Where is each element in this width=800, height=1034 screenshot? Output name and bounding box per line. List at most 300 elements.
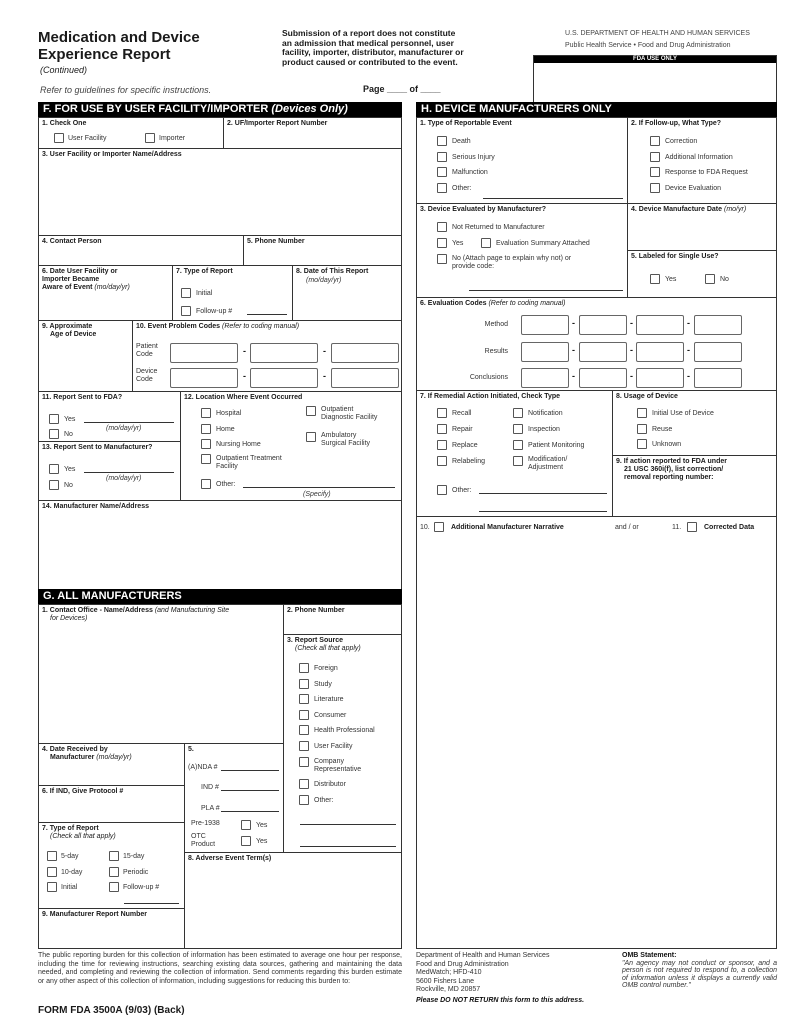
checkbox-other[interactable]: [437, 183, 447, 193]
dash: -: [572, 371, 575, 381]
label-text: 6. Evaluation Codes: [420, 300, 489, 307]
evaluation-code-input[interactable]: [521, 342, 569, 362]
and-or-text: and / or: [615, 524, 639, 531]
checkbox-yes[interactable]: [49, 464, 59, 474]
g4-date-received-field[interactable]: [38, 743, 185, 786]
option-label: User Facility: [314, 743, 353, 750]
field-label: Corrected Data: [704, 524, 755, 531]
f10-event-problem-codes: [132, 320, 402, 392]
checkbox-importer[interactable]: [145, 133, 155, 143]
other-specify-line[interactable]: [243, 487, 395, 488]
dash: -: [630, 345, 633, 355]
option-label: Literature: [314, 696, 344, 703]
checkbox-hospital[interactable]: [201, 408, 211, 418]
checkbox-recall[interactable]: [437, 408, 447, 418]
option-label: [528, 456, 567, 472]
fda-use-only-box: [533, 55, 777, 103]
evaluation-code-input[interactable]: [636, 342, 684, 362]
option-label: Additional Information: [665, 154, 733, 161]
checkbox-malfunction[interactable]: [437, 167, 447, 177]
form-title: [38, 29, 200, 63]
item-number: 11.: [672, 524, 682, 531]
option-label: Evaluation Summary Attached: [496, 240, 590, 247]
option-line: Outpatient: [321, 406, 354, 413]
address-line: MedWatch; HFD-410: [416, 969, 482, 977]
label-text: 3. Report Source: [287, 637, 344, 644]
option-line: Company: [314, 758, 344, 765]
row-label: [136, 343, 158, 359]
field-label: 5.: [188, 746, 194, 753]
option-label: Serious Injury: [452, 154, 495, 161]
h2-follow-up-type: [627, 117, 777, 204]
checkbox-literature[interactable]: [299, 694, 309, 704]
option-line: Representative: [314, 766, 362, 773]
anda-input[interactable]: [221, 770, 279, 771]
title-line-1: Medication and Device: [38, 29, 200, 46]
hint: (Check all that apply): [50, 833, 116, 840]
dash: -: [243, 371, 246, 381]
g6-protocol-field[interactable]: [38, 785, 185, 823]
checkbox-modification-adjustment[interactable]: [513, 456, 523, 466]
checkbox-correction[interactable]: [650, 136, 660, 146]
pla-label: PLA #: [201, 805, 220, 812]
checkbox-15-day[interactable]: [109, 851, 119, 861]
checkbox-user-facility[interactable]: [54, 133, 64, 143]
omb-statement: [622, 952, 777, 990]
evaluation-code-input[interactable]: [694, 368, 742, 388]
dash: -: [687, 345, 690, 355]
date-line[interactable]: [84, 422, 174, 423]
other-line[interactable]: [483, 198, 623, 199]
checkbox-additional-narrative[interactable]: [434, 522, 444, 532]
row-label-line: Patient: [136, 343, 158, 350]
option-label: Recall: [452, 410, 472, 417]
evaluation-code-input[interactable]: [579, 368, 627, 388]
option-line: Modification/: [528, 456, 568, 463]
evaluation-code-input[interactable]: [521, 315, 569, 335]
follow-up-number-line[interactable]: [247, 314, 287, 315]
field-label: [42, 825, 116, 841]
checkbox-pre-1938-yes[interactable]: [241, 820, 251, 830]
patient-code-input[interactable]: [250, 343, 318, 363]
ind-input[interactable]: [221, 790, 279, 791]
date-line[interactable]: [84, 472, 174, 473]
checkbox-foreign[interactable]: [299, 663, 309, 673]
checkbox-user-facility[interactable]: [299, 741, 309, 751]
option-label: Yes: [256, 838, 268, 845]
option-label: Relabeling: [452, 458, 486, 465]
option-label: Yes: [665, 276, 677, 283]
option-label: Yes: [256, 822, 268, 829]
evaluation-code-input[interactable]: [694, 315, 742, 335]
field-label: [42, 746, 132, 762]
option-label: Yes: [452, 240, 464, 247]
hint: (mo/day/yr): [106, 475, 142, 482]
option-label: Other:: [314, 797, 334, 804]
field-label: [42, 268, 130, 292]
burden-statement: The public reporting burden for this collection of information has been estimated to average one hour per response, including the time for reviewing instructions, searching existing data sources, gathering and maintaining the data needed, and completing and reviewing the collection of information. Send comments regarding this burden estimate or any other aspect of this collection of information, including suggestions for reducing this burden to:: [38, 952, 402, 985]
checkbox-other[interactable]: [437, 485, 447, 495]
option-line: No (Attach page to explain why not) or: [452, 255, 572, 262]
option-label: Inspection: [528, 426, 560, 433]
label-line: 6. Date User Facility or: [42, 268, 118, 275]
form-id: FORM FDA 3500A (9/03) (Back): [38, 1005, 185, 1016]
pla-input[interactable]: [221, 811, 279, 812]
checkbox-initial[interactable]: [47, 882, 57, 892]
h8-usage-of-device: [612, 390, 777, 456]
checkbox-yes[interactable]: [49, 414, 59, 424]
g5-application-numbers: [184, 743, 284, 853]
label-line: 9. Approximate: [42, 323, 93, 330]
dash: -: [630, 318, 633, 328]
f6-date-aware-field[interactable]: [38, 265, 173, 321]
g8-adverse-event-terms-field[interactable]: [184, 852, 402, 949]
option-label: Other:: [216, 481, 236, 488]
checkbox-response-to-fda[interactable]: [650, 167, 660, 177]
option-label: Death: [452, 138, 471, 145]
option-line: Diagnostic Facility: [321, 414, 378, 421]
checkbox-consumer[interactable]: [299, 710, 309, 720]
dash: -: [572, 318, 575, 328]
checkbox-outpatient-treatment[interactable]: [201, 454, 211, 464]
option-label: Device Evaluation: [665, 185, 722, 192]
evaluation-code-input[interactable]: [694, 342, 742, 362]
disclaimer-line: Submission of a report does not constitute: [282, 28, 456, 38]
f13-sent-to-manufacturer: [38, 441, 181, 501]
checkbox-no[interactable]: [705, 274, 715, 284]
option-label: No: [64, 431, 73, 438]
row-label: Conclusions: [469, 374, 508, 381]
pre-1938-label: Pre-1938: [191, 820, 220, 827]
checkbox-corrected-data[interactable]: [687, 522, 697, 532]
checkbox-5-day[interactable]: [47, 851, 57, 861]
option-label: Not Returned to Manufacturer: [452, 224, 545, 231]
option-label: No: [64, 482, 73, 489]
title-line-2: Experience Report: [38, 46, 171, 63]
field-label: 2. If Follow-up, What Type?: [631, 120, 722, 127]
option-label: Initial Use of Device: [652, 410, 714, 417]
row-label: [136, 368, 157, 384]
option-label: Correction: [665, 138, 698, 145]
device-code-input[interactable]: [250, 368, 318, 388]
field-label: 8. Adverse Event Term(s): [188, 855, 272, 862]
option-label: Malfunction: [452, 169, 488, 176]
f9-age-of-device-field[interactable]: [38, 320, 133, 392]
option-line: Facility: [216, 463, 238, 470]
checkbox-otc-yes[interactable]: [241, 836, 251, 846]
hint: (mo/day/yr): [106, 425, 142, 432]
anda-label: (A)NDA #: [188, 764, 218, 771]
other-line[interactable]: [300, 824, 396, 825]
option-label: Initial: [196, 290, 213, 297]
option-label: Distributor: [314, 781, 346, 788]
field-label: 14. Manufacturer Name/Address: [42, 503, 149, 510]
label-text: 4. Device Manufacture Date: [631, 206, 724, 213]
option-label: Patient Monitoring: [528, 442, 585, 449]
option-label: Consumer: [314, 712, 347, 719]
checkbox-other[interactable]: [299, 795, 309, 805]
section-g-header: G. ALL MANUFACTURERS: [38, 589, 402, 604]
field-label: 9. Manufacturer Report Number: [42, 911, 148, 918]
fda-use-only-label: FDA USE ONLY: [534, 56, 776, 63]
hint: (mo/day/yr): [94, 284, 130, 291]
checkbox-initial-use[interactable]: [637, 408, 647, 418]
dash: -: [572, 345, 575, 355]
dash: -: [323, 371, 326, 381]
option-label: 15-day: [123, 853, 145, 860]
h10-narrative-field[interactable]: [416, 516, 777, 949]
field-label: [420, 300, 566, 308]
checkbox-10-day[interactable]: [47, 867, 57, 877]
option-label: Other:: [452, 185, 472, 192]
option-label: Repair: [452, 426, 473, 433]
label-line: Age of Device: [50, 331, 97, 338]
checkbox-home[interactable]: [201, 424, 211, 434]
option-label: [314, 758, 361, 774]
other-line[interactable]: [300, 846, 396, 847]
option-label: User Facility: [68, 135, 107, 142]
checkbox-study[interactable]: [299, 679, 309, 689]
option-label: Notification: [528, 410, 563, 417]
option-label: Periodic: [123, 869, 149, 876]
address-line: Department of Health and Human Services: [416, 952, 550, 959]
other-line[interactable]: [479, 511, 607, 512]
option-label: Home: [216, 426, 235, 433]
checkbox-not-returned[interactable]: [437, 222, 447, 232]
checkbox-company-representative[interactable]: [299, 757, 309, 767]
checkbox-notification[interactable]: [513, 408, 523, 418]
do-not-return-note: Please DO NOT RETURN this form to this address.: [416, 996, 585, 1004]
dash: -: [687, 371, 690, 381]
field-label: 5. Labeled for Single Use?: [631, 253, 719, 260]
checkbox-other[interactable]: [201, 479, 211, 489]
f2-report-number-field[interactable]: [223, 117, 402, 149]
option-line: provide code:: [452, 263, 495, 270]
checkbox-relabeling[interactable]: [437, 456, 447, 466]
checkbox-outpatient-diagnostic[interactable]: [306, 406, 316, 416]
field-label: 2. Phone Number: [287, 607, 345, 614]
field-label: [631, 206, 746, 214]
patient-code-input[interactable]: [331, 343, 399, 363]
option-label: Other:: [452, 487, 472, 494]
label-line: 9. If action reported to FDA under: [616, 458, 727, 465]
field-label: 7. If Remedial Action Initiated, Check Type: [420, 393, 561, 400]
label-line: 4. Date Received by: [42, 746, 108, 753]
patient-code-input[interactable]: [170, 343, 238, 363]
device-code-input[interactable]: [170, 368, 238, 388]
h1-reportable-event: [416, 117, 628, 204]
f4-contact-person-field[interactable]: [38, 235, 244, 266]
option-line: Adjustment: [528, 464, 564, 471]
checkbox-follow-up[interactable]: [109, 882, 119, 892]
checkbox-evaluation-summary-attached[interactable]: [481, 238, 491, 248]
checkbox-device-evaluation[interactable]: [650, 183, 660, 193]
field-label: 1. Check One: [42, 120, 87, 127]
label-text: 10. Event Problem Codes: [136, 323, 222, 330]
f8-date-of-report-field[interactable]: [292, 265, 402, 321]
checkbox-yes[interactable]: [437, 238, 447, 248]
evaluation-code-input[interactable]: [521, 368, 569, 388]
option-label: No: [720, 276, 729, 283]
item-number: 10.: [420, 524, 430, 531]
label-line: Importer Became: [42, 276, 100, 283]
disclaimer-line: facility, importer, distributor, manufacturer or: [282, 47, 464, 57]
checkbox-additional-information[interactable]: [650, 152, 660, 162]
other-line[interactable]: [479, 493, 607, 494]
device-code-input[interactable]: [331, 368, 399, 388]
checkbox-inspection[interactable]: [513, 424, 523, 434]
h4-manufacture-date-field[interactable]: [627, 203, 777, 251]
option-label: Unknown: [652, 441, 682, 448]
hint: (mo/yr): [723, 206, 747, 213]
checkbox-health-professional[interactable]: [299, 725, 309, 735]
disclaimer: [282, 29, 464, 67]
option-label: [321, 406, 377, 422]
option-label: [216, 455, 282, 471]
checkbox-no[interactable]: [49, 429, 59, 439]
evaluation-code-input[interactable]: [636, 368, 684, 388]
field-label: [616, 458, 727, 482]
option-label: Replace: [452, 442, 478, 449]
option-label: Foreign: [314, 665, 338, 672]
checkbox-serious-injury[interactable]: [437, 152, 447, 162]
address-line: Food and Drug Administration: [416, 960, 509, 968]
field-label: [42, 323, 96, 339]
option-label: Follow-up #: [123, 884, 160, 891]
hint: for Devices): [50, 615, 88, 622]
field-label: 1. Type of Reportable Event: [420, 120, 512, 127]
label-line: 21 USC 360i(f), list correction/: [624, 466, 724, 473]
checkbox-yes[interactable]: [650, 274, 660, 284]
field-label: 7. Type of Report: [176, 268, 233, 275]
option-label: Response to FDA Request: [665, 169, 748, 176]
checkbox-initial[interactable]: [181, 288, 191, 298]
option-line: Surgical Facility: [321, 440, 371, 447]
address-line: Rockville, MD 20857: [416, 986, 481, 994]
refer-note: Refer to guidelines for specific instructions.: [40, 85, 212, 95]
checkbox-death[interactable]: [437, 136, 447, 146]
checkbox-reuse[interactable]: [637, 424, 647, 434]
field-label: 6. If IND, Give Protocol #: [42, 788, 124, 795]
label-line: Aware of Event: [42, 284, 95, 291]
checkbox-periodic[interactable]: [109, 867, 119, 877]
provide-code-line[interactable]: [469, 290, 623, 291]
g3-report-source: [283, 634, 402, 853]
f7-type-of-report: [172, 265, 293, 321]
dash: -: [243, 346, 246, 356]
h6-evaluation-codes: [416, 297, 777, 391]
ind-label: IND #: [201, 784, 219, 791]
option-label: Nursing Home: [216, 441, 261, 448]
hint: (mo/day/yr): [96, 754, 132, 761]
row-label: Results: [484, 348, 508, 355]
g7-type-of-report: [38, 822, 185, 909]
hint: (and Manufacturing Site: [154, 607, 230, 614]
hint: (mo/day/yr): [306, 277, 342, 284]
evaluation-code-input[interactable]: [579, 315, 627, 335]
dept-name: U.S. DEPARTMENT OF HEALTH AND HUMAN SERVICES: [565, 30, 750, 37]
dash: -: [630, 371, 633, 381]
field-label: 8. Usage of Device: [616, 393, 678, 400]
field-label: [136, 323, 299, 331]
label-line: removal reporting number:: [624, 474, 714, 481]
hint: (Specify): [303, 491, 331, 498]
row-label-line: Device: [136, 368, 158, 375]
option-label: Yes: [64, 466, 76, 473]
option-label: Health Professional: [314, 727, 375, 734]
label-line: OTC: [191, 833, 206, 840]
f5-phone-field[interactable]: [243, 235, 402, 266]
checkbox-follow-up[interactable]: [181, 306, 191, 316]
checkbox-ambulatory-surgical[interactable]: [306, 432, 316, 442]
checkbox-distributor[interactable]: [299, 779, 309, 789]
checkbox-replace[interactable]: [437, 440, 447, 450]
return-address: [416, 952, 584, 1006]
h7-remedial-action: [416, 390, 613, 517]
disclaimer-line: an admission that medical personnel, user: [282, 37, 454, 48]
field-label: [42, 607, 229, 623]
field-label: 13. Report Sent to Manufacturer?: [42, 444, 153, 451]
omb-text: "An agency may not conduct or sponsor, and a person is not required to respond to, a collection of information unless it displays a currently valid OMB control number.": [622, 959, 777, 990]
option-label: Yes: [64, 416, 76, 423]
row-label-line: Code: [136, 376, 153, 383]
h9-correction-number-field[interactable]: [612, 455, 777, 517]
field-label: 8. Date of This Report: [296, 268, 369, 275]
g9-manufacturer-report-number-field[interactable]: [38, 908, 185, 949]
address-line: 5600 Fishers Lane: [416, 977, 474, 985]
section-h-header: H. DEVICE MANUFACTURERS ONLY: [416, 102, 777, 117]
h3-device-evaluated: [416, 203, 628, 298]
hint: (Refer to coding manual): [221, 323, 300, 330]
otc-product-label: [191, 833, 215, 849]
hint: (Check all that apply): [295, 645, 361, 652]
field-label: 11. Report Sent to FDA?: [42, 394, 123, 401]
page-number-label: Page ____ of ____: [363, 84, 441, 94]
option-label: [321, 432, 370, 448]
field-label: Additional Manufacturer Narrative: [451, 524, 564, 531]
checkbox-no[interactable]: [437, 254, 447, 264]
option-label: Study: [314, 681, 332, 688]
follow-up-number-line[interactable]: [124, 903, 179, 904]
label-line: Product: [191, 841, 216, 848]
label-text: 7. Type of Report: [42, 825, 99, 832]
hint: (Refer to coding manual): [488, 300, 566, 307]
evaluation-code-input[interactable]: [579, 342, 627, 362]
f12-event-location: [180, 391, 402, 501]
checkbox-patient-monitoring[interactable]: [513, 440, 523, 450]
f14-manufacturer-address-field[interactable]: [38, 500, 402, 590]
evaluation-code-input[interactable]: [636, 315, 684, 335]
checkbox-no[interactable]: [49, 480, 59, 490]
g2-phone-field[interactable]: [283, 604, 402, 635]
option-label: Importer: [159, 135, 186, 142]
dash: -: [323, 346, 326, 356]
h5-single-use: [627, 250, 777, 298]
f3-name-address-field[interactable]: [38, 148, 402, 236]
g1-contact-office-field[interactable]: [38, 604, 284, 744]
label-line: Manufacturer: [50, 754, 97, 761]
checkbox-repair[interactable]: [437, 424, 447, 434]
section-f-header: [38, 102, 402, 117]
checkbox-unknown[interactable]: [637, 439, 647, 449]
row-label-line: Code: [136, 351, 153, 358]
checkbox-nursing-home[interactable]: [201, 439, 211, 449]
field-label: 3. User Facility or Importer Name/Address: [42, 151, 182, 158]
option-line: Outpatient Treatment: [216, 455, 282, 462]
option-label: Reuse: [652, 426, 673, 433]
dash: -: [687, 318, 690, 328]
f11-sent-to-fda: [38, 391, 181, 442]
